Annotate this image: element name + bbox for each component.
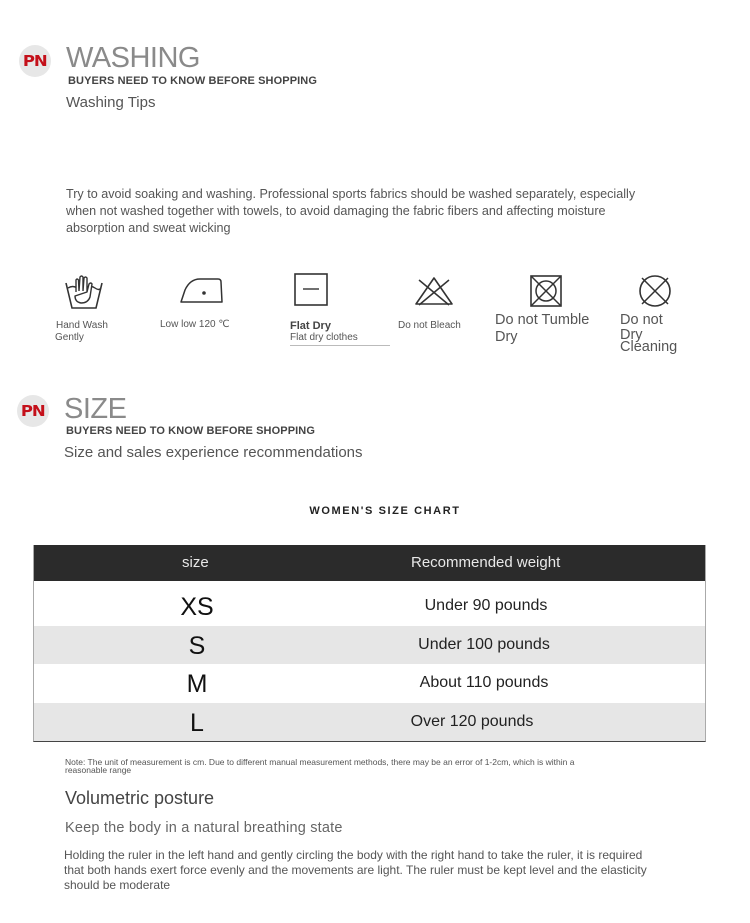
posture-title: Volumetric posture — [65, 788, 215, 808]
care-label-no-bleach: Do not Bleach — [398, 320, 461, 331]
size-chart-title: WOMEN'S SIZE CHART — [309, 505, 461, 517]
size-title: SIZE — [64, 393, 127, 425]
washing-title: WASHING — [66, 42, 200, 74]
washing-subtitle: BUYERS NEED TO KNOW BEFORE SHOPPING — [68, 75, 317, 87]
measurement-note: Note: The unit of measurement is cm. Due to different manual measurement methods, there may be an error of 1-2cm, which is within a reasonable range — [65, 757, 575, 775]
weight-cell: About 110 pounds — [419, 674, 549, 691]
size-cell: M — [186, 670, 208, 698]
size-caption: Size and sales experience recommendations — [64, 444, 363, 461]
size-subtitle: BUYERS NEED TO KNOW BEFORE SHOPPING — [66, 425, 315, 437]
size-table-header — [34, 545, 705, 581]
table-row — [34, 664, 705, 702]
posture-subtitle: Keep the body in a natural breathing state — [65, 820, 343, 836]
care-label-iron: Low low 120 ℃ — [160, 319, 230, 330]
iron-low-icon — [178, 276, 224, 306]
brand-logo-mark-size: PN — [21, 402, 45, 420]
no-bleach-icon — [413, 275, 455, 307]
size-cell: L — [190, 709, 204, 737]
flat-dry-icon — [293, 272, 329, 308]
table-row — [34, 703, 705, 741]
size-column-header: size — [182, 554, 209, 571]
size-cell: XS — [180, 593, 214, 621]
hand-wash-icon — [64, 272, 104, 312]
weight-cell: Under 100 pounds — [418, 636, 550, 653]
brand-logo-size — [17, 395, 49, 427]
posture-text: Holding the ruler in the left hand and gently circling the body with the right hand to take the ruler, it is required that both hands exert force evenly and the movements are light. The ruler must be kept level and the elasticity should be moderate — [64, 848, 647, 892]
size-table — [33, 545, 706, 742]
care-label-no-dry-clean: Do not Dry Cleaning — [620, 312, 678, 355]
size-cell: S — [188, 632, 206, 660]
care-label-hand-wash: Hand Wash Gently — [55, 320, 108, 343]
table-row — [34, 626, 705, 664]
table-row — [34, 587, 705, 625]
weight-column-header: Recommended weight — [411, 554, 561, 571]
no-dry-clean-icon — [637, 273, 673, 309]
no-tumble-dry-icon — [529, 274, 563, 308]
care-label-no-tumble-dry: Do not Tumble Dry — [495, 312, 590, 345]
washing-caption: Washing Tips — [66, 94, 156, 111]
weight-cell: Over 120 pounds — [410, 713, 534, 730]
care-label-flat-dry: Flat Dry Flat dry clothes — [290, 320, 390, 346]
brand-logo-mark: PN — [23, 52, 47, 70]
brand-logo — [19, 45, 51, 77]
weight-cell: Under 90 pounds — [424, 597, 548, 614]
washing-text: Try to avoid soaking and washing. Professional sports fabrics should be washed separately, especially when not washed together with towels, to avoid damaging the fabric fibers and affecting moisture absorption and sweat wicking — [66, 187, 636, 235]
